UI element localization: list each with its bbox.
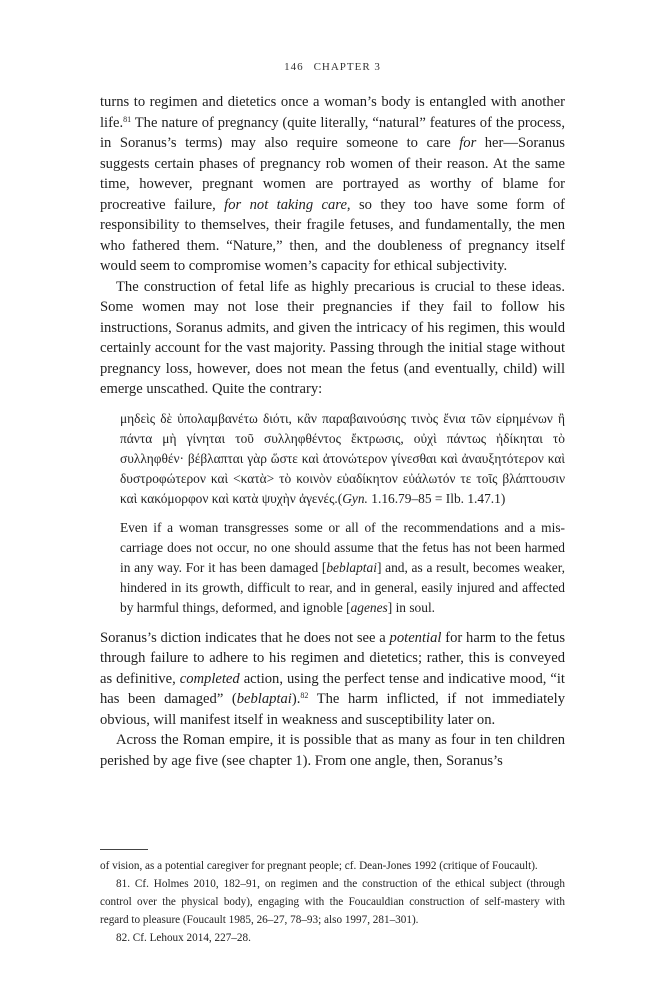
- translation-quote: Even if a woman transgresses some or all of the recommendations and a miscarriage does not occur, no one should assume that the fetus has not been harmed in any way. For it has been damaged [beblaptai] and, as a result, becomes weaker, hindered in its growth, difficult to rear, and in general, easily injured and affected by harmful things, deformed, and ignoble [agenes] in soul.: [120, 519, 565, 616]
- main-text: [100, 92, 565, 771]
- page-number: 146: [284, 61, 304, 73]
- footnote-81: 81. Cf. Holmes 2010, 182–91, on regimen and the construction of the ethical subject (through control over the physical body), engaging with the Foucauldian construction of self-mastery with regard to pleasure (Foucault 1985, 26–27, 78–93; also 1997, 281–301).: [100, 878, 565, 926]
- footnote-continued: of vision, as a potential caregiver for pregnant people; cf. Dean-Jones 1992 (critique of Foucault).: [100, 860, 538, 872]
- chapter-label: CHAPTER 3: [313, 61, 381, 73]
- footnote-divider: [100, 849, 148, 850]
- footnote-ref-82[interactable]: 82: [300, 691, 309, 701]
- paragraph-1: turns to regimen and dietetics once a woman’s body is entangled with another life.$^{81}$ The nature of pregnancy (quite literally, “natural” features of the process, in Soranus’s terms) may also require someone to care for her—Soranus suggests certain phases of pregnancy rob women of their reason. At the same time, however, pregnant women are portrayed as worthy of blame for procreative failure, for not taking care, so they too have some form of responsibility to themselves, their fragile fetuses, and fundamentally, the men who fathered them. “Nature,” then, and the doubleness of pregnancy itself would seem to compromise women’s capacity for ethical subjectivity.: [100, 94, 565, 274]
- greek-quote: μηδεὶς δὲ ὑπολαμβανέτω διότι, κἂν παραβαινούσης τινὸς ἔνια τῶν εἰρημένων ἢ πάντα μὴ γίνηται τοῦ συλληφθέντος ἔκτρωσις, οὐχὶ πάντως ἠδίκηται τὸ συλληφθέν· βέβλαπται γὰρ ὥστε καὶ ἀτονώτερον γίνεσθαι καὶ ἀναυξητότερον καὶ δυστροφώτερον καὶ <κατὰ> τὸ κοινὸν εὐαδίκητον εὐάλωτόν τε τοῖς βλάπτουσιν καὶ κακόμορφον καὶ κατὰ ψυχὴν ἀγενές.(Gyn. 1.16.79–85 = Ilb. 1.47.1): [120, 410, 565, 507]
- paragraph-2: The construction of fetal life as highly precarious is crucial to these ideas. Some women may not lose their pregnancies if they fail to follow his instructions, Soranus admits, and given the intricacy of his regimen, this would certainly account for the vast majority. Passing through the initial stage without pregnancy loss, however, does not mean the fetus (and eventually, child) will emerge unscathed. Quite the contrary:: [100, 278, 565, 397]
- footnote-ref-81[interactable]: 81: [123, 114, 132, 124]
- paragraph-3: Soranus’s diction indicates that he does not see a potential for harm to the fetus through failure to adhere to his regimen and dietetics; rather, this is conveyed as definitive, completed action, using the perfect tense and indicative mood, “it has been damaged” (beblaptai).$^{82}$ The harm inflicted, if not immediately obvious, will manifest itself in weakness and susceptibility later on.: [100, 629, 565, 728]
- block-quote: [120, 409, 565, 619]
- footnote-82: 82. Cf. Lehoux 2014, 227–28.: [116, 932, 251, 944]
- paragraph-4: Across the Roman empire, it is possible that as many as four in ten children perished by age five (see chapter 1). From one angle, then, Soranus’s: [100, 732, 565, 769]
- running-head: [100, 61, 565, 73]
- footnotes: [100, 857, 565, 947]
- citation-work: Gyn.: [342, 491, 368, 507]
